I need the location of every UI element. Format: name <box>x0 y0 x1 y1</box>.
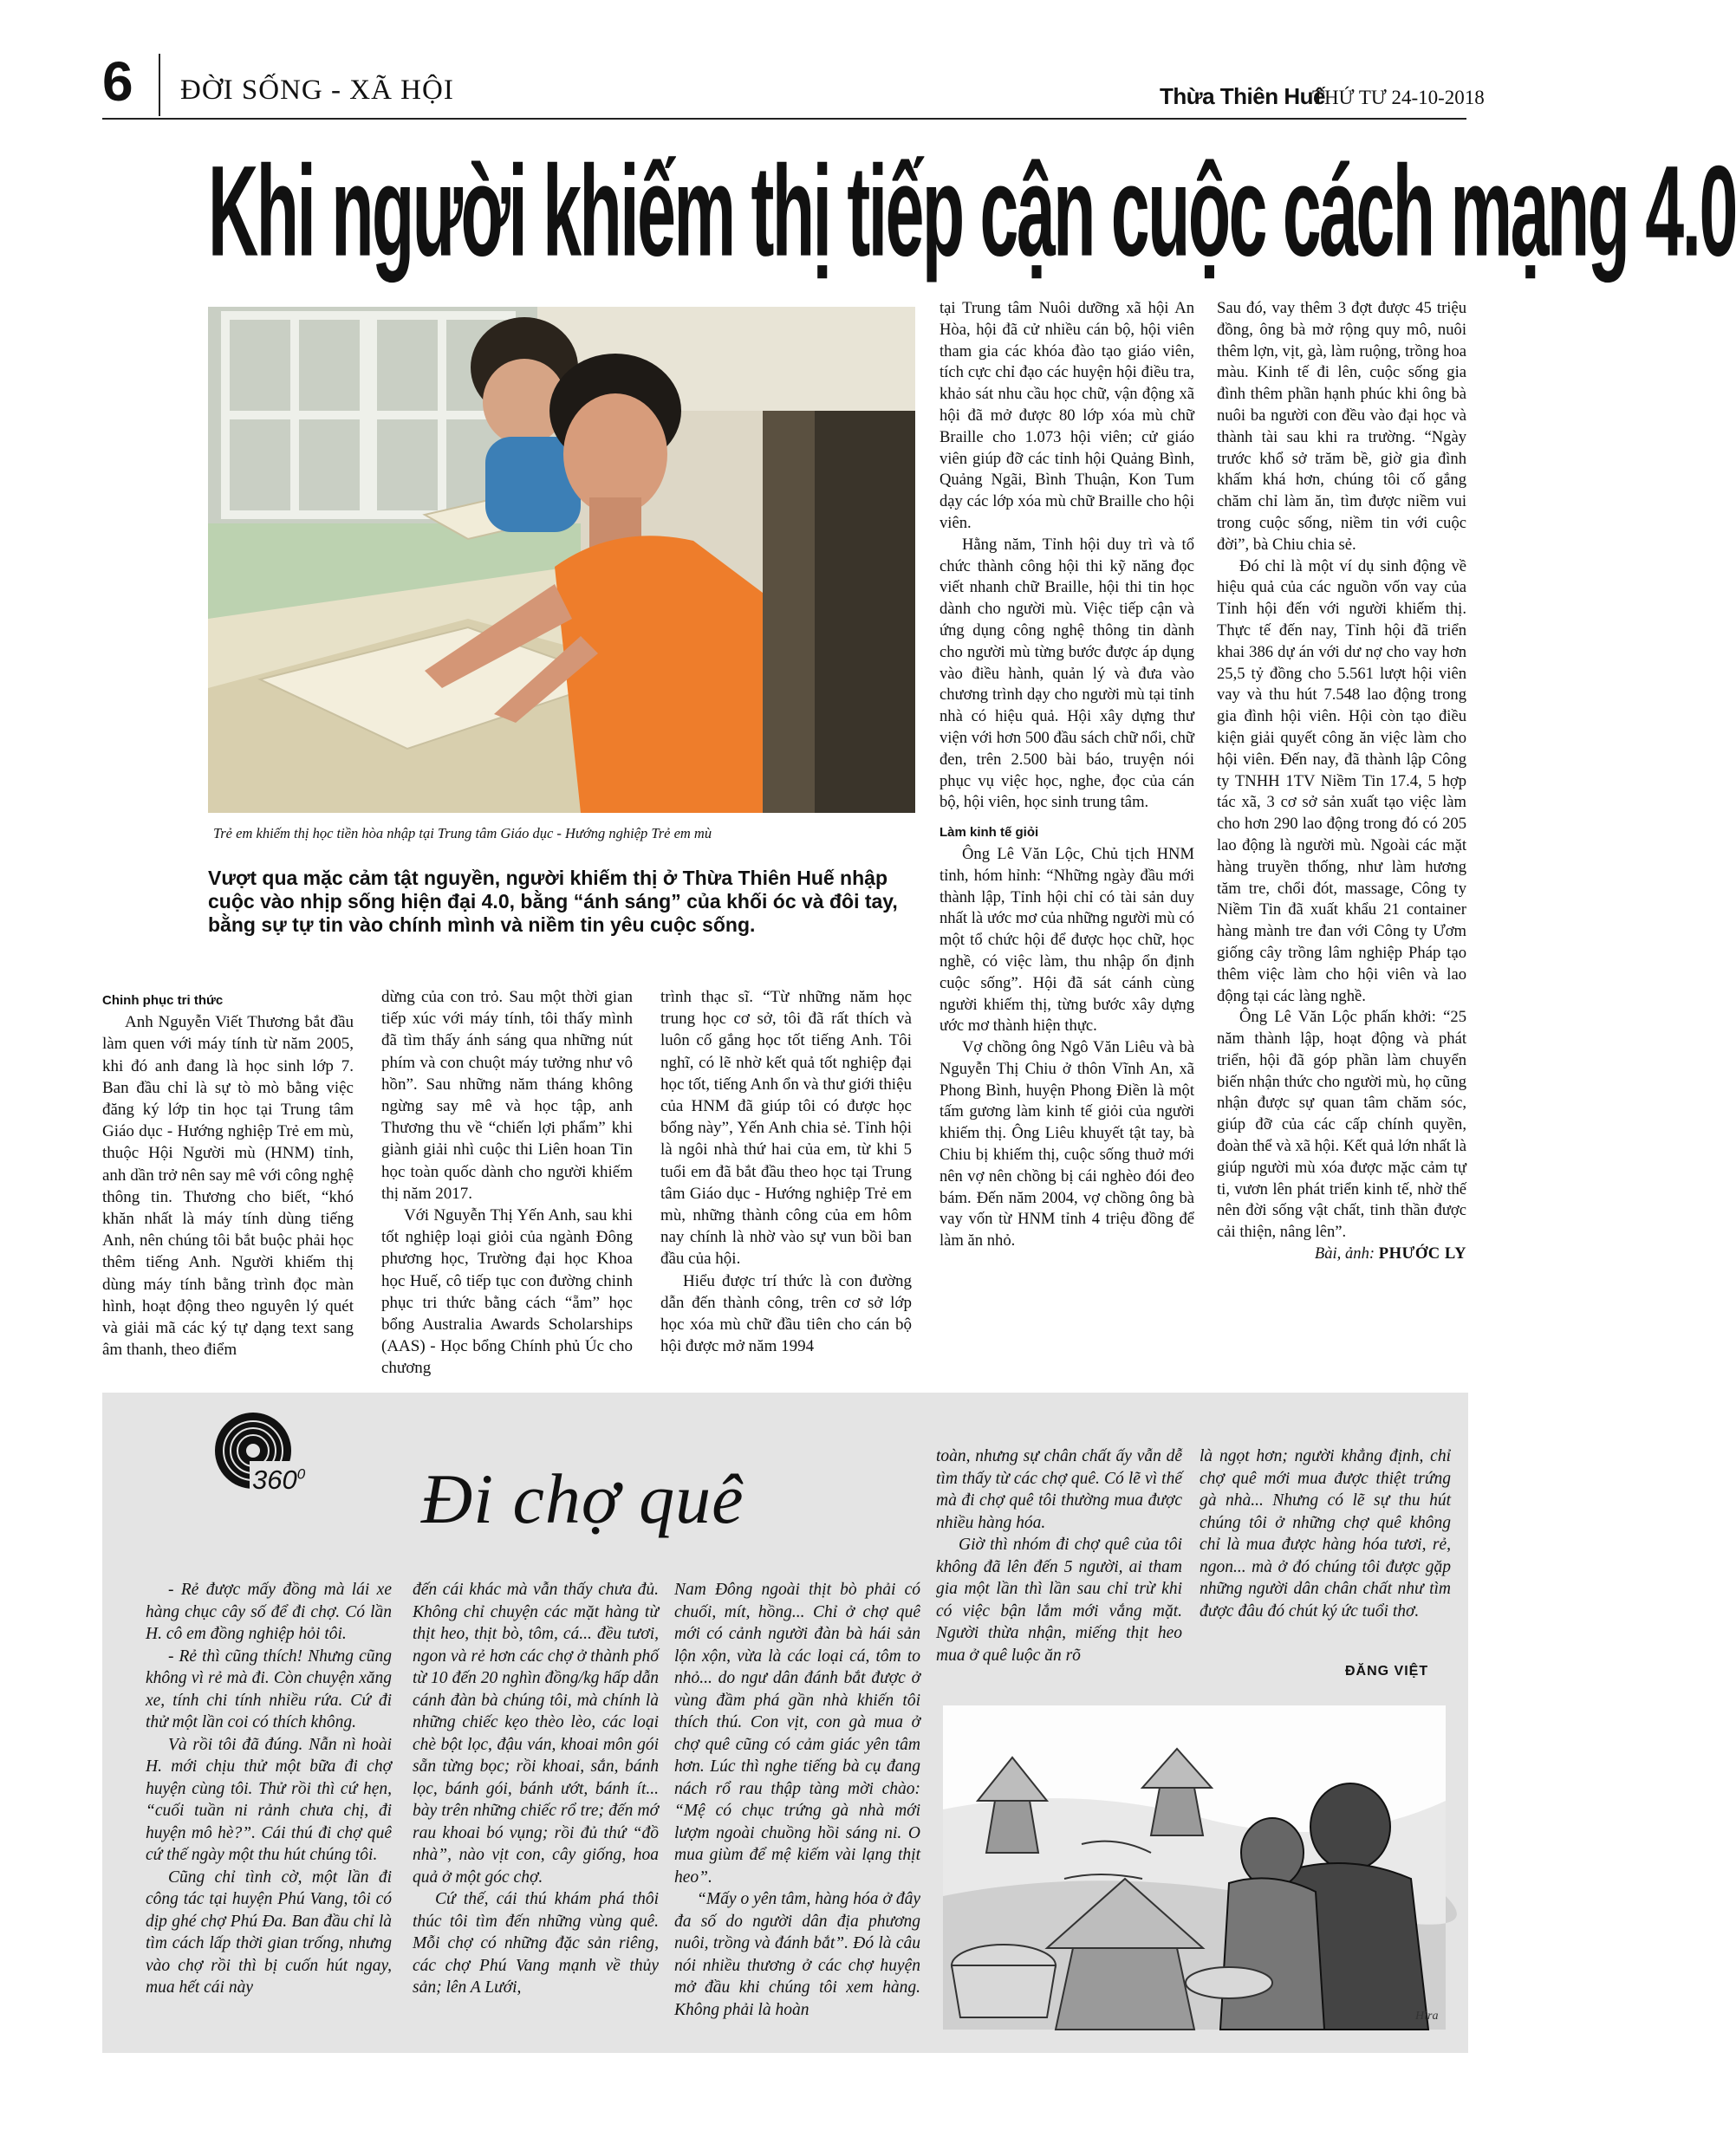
article-photo <box>208 307 915 813</box>
paragraph: Sau đó, vay thêm 3 đợt được 45 triệu đồng, ông bà mở rộng quy mô, nuôi thêm lợn, vịt, gà, làm ruộng, trồng hoa màu. Kinh tế đi lên, cuộc sống gia đình thêm phần hạnh phúc khi ông bà nuôi ba người con đều vào đại học và thành tài sau khi ra trường. “Ngày trước khổ sở trăm bề, giờ gia đình khấm khá hơn, chúng tôi cố gắng chăm chỉ làm ăn, tìm được niềm vui trong cuộc sống, niềm tin với cuộc đời”, bà Chiu chia sẻ. <box>1217 299 1466 554</box>
article-column-2 <box>381 986 633 1380</box>
paragraph: tại Trung tâm Nuôi dưỡng xã hội An Hòa, hội đã cử nhiều cán bộ, hội viên tham gia các khóa đào tạo giáo viên, tích cực chỉ đạo các huyện hội điều tra, khảo sát nhu cầu học chữ, vận động xã hội đã mở được 80 lớp xóa mù chữ Braille cho 1.073 hội viên; cử giáo viên giúp đỡ các tỉnh hội Quảng Bình, Quảng Ngãi, Bình Thuận, Kon Tum dạy các lớp xóa mù chữ Braille cho hội viên. <box>940 299 1194 532</box>
paragraph: Ông Lê Văn Lộc phấn khởi: “25 năm thành lập, hoạt động và phát triển, hội đã góp phần làm chuyển biến nhận thức cho người mù, họ cũng nhận được sự quan tâm chăm sóc, giúp đỡ của các cấp chính quyền, đoàn thể và xã hội. Kết quả lớn nhất là giúp người mù xóa được mặc cảm tự ti, vươn lên phát triển kinh tế, nhờ thế nên đời sống vật chất, tinh thần được cải thiện, nâng lên”. <box>1217 1008 1466 1242</box>
byline-prefix: Bài, ảnh: <box>1314 1244 1375 1263</box>
column-360-col-4 <box>936 1445 1182 1666</box>
paragraph: đến cái khác mà vẫn thấy chưa đủ. Không chỉ chuyện các mặt hàng từ thịt heo, thịt bò, tôm, cá... đều tươi, ngon và rẻ hơn các chợ ở thành phố từ 10 đến 20 nghìn đồng/kg hấp dẫn cánh đàn bà chúng tôi, mà chính là những chiếc kẹo thèo lèo, các loại chè bột lọc, đậu ván, khoai môn gói sẵn từng bọc; rồi khoai, sắn, bánh lọc, bánh gói, bánh ướt, bánh ít... bày trên những chiếc rổ tre; đến mớ rau khoai bó vụng; rồi đủ thứ “đồ nhà”, nào vịt con, cây giống, hoa quả ở một góc chợ. <box>413 1581 659 1887</box>
column-360-col-3 <box>674 1579 920 2021</box>
column-360-author: ĐĂNG VIỆT <box>1345 1664 1429 1679</box>
article-column-3 <box>660 986 912 1357</box>
page-number: 6 <box>102 50 133 113</box>
market-illustration <box>943 1705 1446 2030</box>
paragraph: Vợ chồng ông Ngô Văn Liêu và bà Nguyễn Thị Chiu ở thôn Vĩnh An, xã Phong Bình, huyện Phong Điền là một tấm gương làm kinh tế giỏi của người khiếm thị. Ông Liêu khuyết tật tay, bà Chiu bị khiếm thị, cuộc sống thuở mới nên vợ nên chồng bị cái nghèo đói đeo bám. Đến năm 2004, vợ chồng ông bà vay vốn từ HNM tỉnh 4 triệu đồng để làm ăn nhỏ. <box>940 1038 1194 1250</box>
subhead-chinh-phuc: Chinh phục tri thức <box>102 993 224 1008</box>
subhead-lam-kinh-te: Làm kinh tế giỏi <box>940 825 1039 841</box>
column-360-col-2 <box>413 1579 659 1999</box>
paragraph: Hiểu được trí thức là con đường dẫn đến thành công, trên cơ sở lớp học xóa mù chữ đầu tiên cho cán bộ hội được mở năm 1994 <box>660 1271 912 1356</box>
paragraph: Và rồi tôi đã đúng. Nẫn nì hoài H. mới chịu thử một bữa đi chợ huyện cùng tôi. Thử rồi thì cứ hẹn, “cuối tuần ni rảnh chưa chị, đi huyện mô hè?”. Cái thú đi chợ quê cứ thế ngày một thu hút chúng tôi. <box>146 1735 392 1864</box>
paragraph: Cứ thế, cái thú khám phá thôi thúc tôi tìm đến những vùng quê. Mỗi chợ có những đặc sản riêng, các chợ Phú Vang mạnh về thủy sản; lên A Lưới, <box>413 1890 659 1997</box>
paragraph: “Mấy o yên tâm, hàng hóa ở đây đa số do người dân địa phương nuôi, trồng và đánh bắt”. Đó là câu nói nhiều thương ở các chợ huyện mở đầu khi chúng tôi xem hàng. Không phải là hoàn <box>674 1890 920 2019</box>
article-byline <box>1217 1244 1466 1265</box>
column-360-title: Đi chợ quê <box>421 1459 744 1538</box>
column-360-col-5 <box>1200 1445 1451 1622</box>
article-column-5 <box>1217 298 1466 1265</box>
newspaper-name: Thừa Thiên Huế <box>1160 83 1325 109</box>
paragraph: - Rẻ thì cũng thích! Nhưng cũng không vì rẻ mà đi. Còn chuyện xăng xe, tính chi tính nhiều rứa. Cứ đi thử một lần coi có thích không. <box>146 1647 392 1731</box>
360-logo-degree: 0 <box>296 1465 306 1483</box>
paragraph: Anh Nguyễn Viết Thương bắt đầu làm quen với máy tính từ năm 2005, khi đó anh đang là học sinh lớp 7. Ban đầu chỉ là sự tò mò bằng việc đăng ký lớp tin học tại Trung tâm Giáo dục - Hướng nghiệp Trẻ em mù, thuộc Hội Người mù (HNM) tỉnh, anh dần trở nên say mê với công nghệ thông tin. Thương cho biết, “khó khăn nhất là máy tính dùng tiếng Anh, nên chúng tôi bắt buộc phải học thêm tiếng Anh. Người khiếm thị dùng máy tính bằng trình đọc màn hình, hoạt động theo nguyên lý quét và giải mã các ký tự dạng text sang âm thanh, theo điểm <box>102 1013 354 1360</box>
paragraph: Hằng năm, Tỉnh hội duy trì và tổ chức thành công hội thi kỹ năng đọc viết nhanh chữ Braille, hội thi tin học dành cho người mù. Việc tiếp cận và ứng dụng công nghệ thông tin dành cho người mù từng bước được áp dụng vào điều hành, quản lý và đưa vào chương trình dạy cho người mù tại tỉnh nhà có hiệu quả. Hội xây dựng thư viện với hơn 500 đầu sách chữ nổi, chữ đen, trên 2.500 bài báo, truyện nói phục vụ việc học, nghe, đọc của cán bộ, hội viên, học sinh trung tâm. <box>940 535 1194 812</box>
paragraph: dừng của con trỏ. Sau một thời gian tiếp xúc với máy tính, tôi thấy mình đã tìm thấy ánh sáng qua những nút phím và con chuột máy tưởng như vô hồn”. Sau những năm tháng không ngừng say mê và học tập, anh Thương thu về “chiến lợi phẩm” khi giành giải nhì cuộc thi Liên hoan Tin học toàn quốc dành cho người khiếm thị năm 2017. <box>381 988 633 1203</box>
paragraph: trình thạc sĩ. “Từ những năm học trung học cơ sở, tôi đã rất thích và luôn cố gắng học tốt tiếng Anh. Tôi nghĩ, có lẽ nhờ kết quả tốt nghiệp đại học tốt, tiếng Anh ổn và thư giới thiệu của HNM đã giúp tôi có được học bổng này”, Yến Anh chia sẻ. Tỉnh hội là ngôi nhà thứ hai của em, từ khi 5 tuổi em đã bắt đầu theo học tại Trung tâm Giáo dục - Hướng nghiệp Trẻ em mù, những thành công của em hôm nay chính là nhờ vào sự vun bồi ban đầu của hội. <box>660 988 913 1269</box>
byline-author: PHƯỚC LY <box>1378 1244 1466 1263</box>
section-title: ĐỜI SỐNG - XÃ HỘI <box>180 75 454 106</box>
header-divider-vertical <box>159 54 160 116</box>
photo-caption: Trẻ em khiếm thị học tiền hòa nhập tại Trung tâm Giáo dục - Hướng nghiệp Trẻ em mù <box>213 825 712 841</box>
issue-date: THỨ TƯ 24-10-2018 <box>1312 87 1485 108</box>
paragraph: là ngọt hơn; người khẳng định, chỉ chợ quê mới mua được thiệt trứng gà nhà... Nhưng có lẽ sự thu hút chúng tôi ở những chợ quê không chỉ là mua được hàng hóa tươi, rẻ, ngon... mà ở đó chúng tôi được gặp những người dân chân chất như tìm được đâu đó chút ký ức tuổi thơ. <box>1200 1447 1451 1621</box>
paragraph: - Rẻ được mấy đồng mà lái xe hàng chục cây số để đi chợ. Có lần H. cô em đồng nghiệp hỏi tôi. <box>146 1581 392 1643</box>
article-column-4 <box>940 298 1194 1252</box>
360-logo-label <box>252 1465 305 1496</box>
paragraph: Giờ thì nhóm đi chợ quê của tôi không đã lên đến 5 người, ai tham gia một lần thì lần sau chỉ trừ khi có việc bận lắm mới vắng mặt. Người thừa nhận, miếng thịt heo mua ở quê luộc ăn rõ <box>936 1536 1182 1665</box>
paragraph: Ông Lê Văn Lộc, Chủ tịch HNM tỉnh, hóm hỉnh: “Những ngày đầu mới thành lập, Tỉnh hội chỉ có tài sản duy nhất là ước mơ của những người mù có một tổ chức hội để được học chữ, học nghề, có việc làm, thu nhập ổn định cuộc sống”. Hội đã sát cánh cùng người khiếm thị, từng bước xây dựng ước mơ thành hiện thực. <box>940 844 1194 1036</box>
article-column-1 <box>102 986 354 1361</box>
paragraph: Với Nguyễn Thị Yến Anh, sau khi tốt nghiệp loại giỏi của ngành Đông phương học, Trường đại học Khoa học Huế, cô tiếp tục con đường chinh phục tri thức bằng cách “ẵm” học bổng Australia Awards Scholarships (AAS) - Học bổng Chính phủ Úc cho chương <box>381 1206 633 1378</box>
paragraph: Đó chỉ là một ví dụ sinh động về hiệu quả của các nguồn vốn vay của Tỉnh hội đến với người khiếm thị. Thực tế đến nay, Tỉnh hội đã triển khai 386 dự án với dư nợ cho vay hơn 25,5 tỷ đồng cho 5.561 lượt hội viên vay và thu hút 7.548 lao động trong gia đình hội viên. Hội còn tạo điều kiện giải quyết công ăn việc làm cho hội viên. Đến nay, đã thành lập Công ty TNHH 1TV Niềm Tin 17.4, 5 hợp tác xã, 3 cơ sở sản xuất tạo việc làm cho hơn 290 lao động trong đó có 205 lao động là người mù. Ngoài các mặt hàng truyền thống, như làm hương tăm tre, chổi đót, massage, Công ty Niềm Tin đã xuất khẩu 21 container hàng mành tre đan với Công ty Ươm giống cây trồng lâm nghiệp Pháp tạo thêm việc làm cho hội viên và lao động tại các làng nghề. <box>1217 556 1466 1005</box>
column-360-col-1 <box>146 1579 392 1999</box>
paragraph: Nam Đông ngoài thịt bò phải có chuối, mít, hồng... Chỉ ở chợ quê mới có cảnh người đàn bà hái sản lộn xộn, vừa là các loại cá, tôm to nhỏ... do ngư dân đánh bắt được ở vùng đầm phá gần nhà khiến tôi thích thú. Con vịt, con gà mua ở chợ quê cũng có cảm giác yên tâm hơn. Lúc thì nghe tiếng bà cụ đang nách rổ rau thập tàng mời chào: “Mệ có chục trứng gà nhà mới lượm ngoài chuồng hồi sáng ni. O mua giùm để mệ kiếm vài lạng thịt heo”. <box>674 1581 920 1887</box>
paragraph: Cũng chỉ tình cờ, một lần đi công tác tại huyện Phú Vang, tôi có dịp ghé chợ Phú Đa. Ban đầu chỉ là tìm cách lấp thời gian trống, nhưng vào chợ rồi thì bị cuốn hút ngay, mua hết cái này <box>146 1867 392 1997</box>
article-lead: Vượt qua mặc cảm tật nguyền, người khiếm thị ở Thừa Thiên Huế nhập cuộc vào nhịp sống hiện đại 4.0, bằng “ánh sáng” của khối óc và đôi tay, bằng sự tự tin vào chính mình và niềm tin yêu cuộc sống. <box>208 867 898 936</box>
paragraph: toàn, nhưng sự chân chất ấy vẫn dễ tìm thấy từ các chợ quê. Có lẽ vì thế mà đi chợ quê tôi thường mua được nhiều hàng hóa. <box>936 1447 1182 1532</box>
article-title: Khi người khiếm thị tiếp cận cuộc cách mạng 4.0 <box>208 140 1736 284</box>
illustration-signature: Hira <box>1415 2010 1439 2023</box>
360-logo-text: 360 <box>252 1465 297 1495</box>
